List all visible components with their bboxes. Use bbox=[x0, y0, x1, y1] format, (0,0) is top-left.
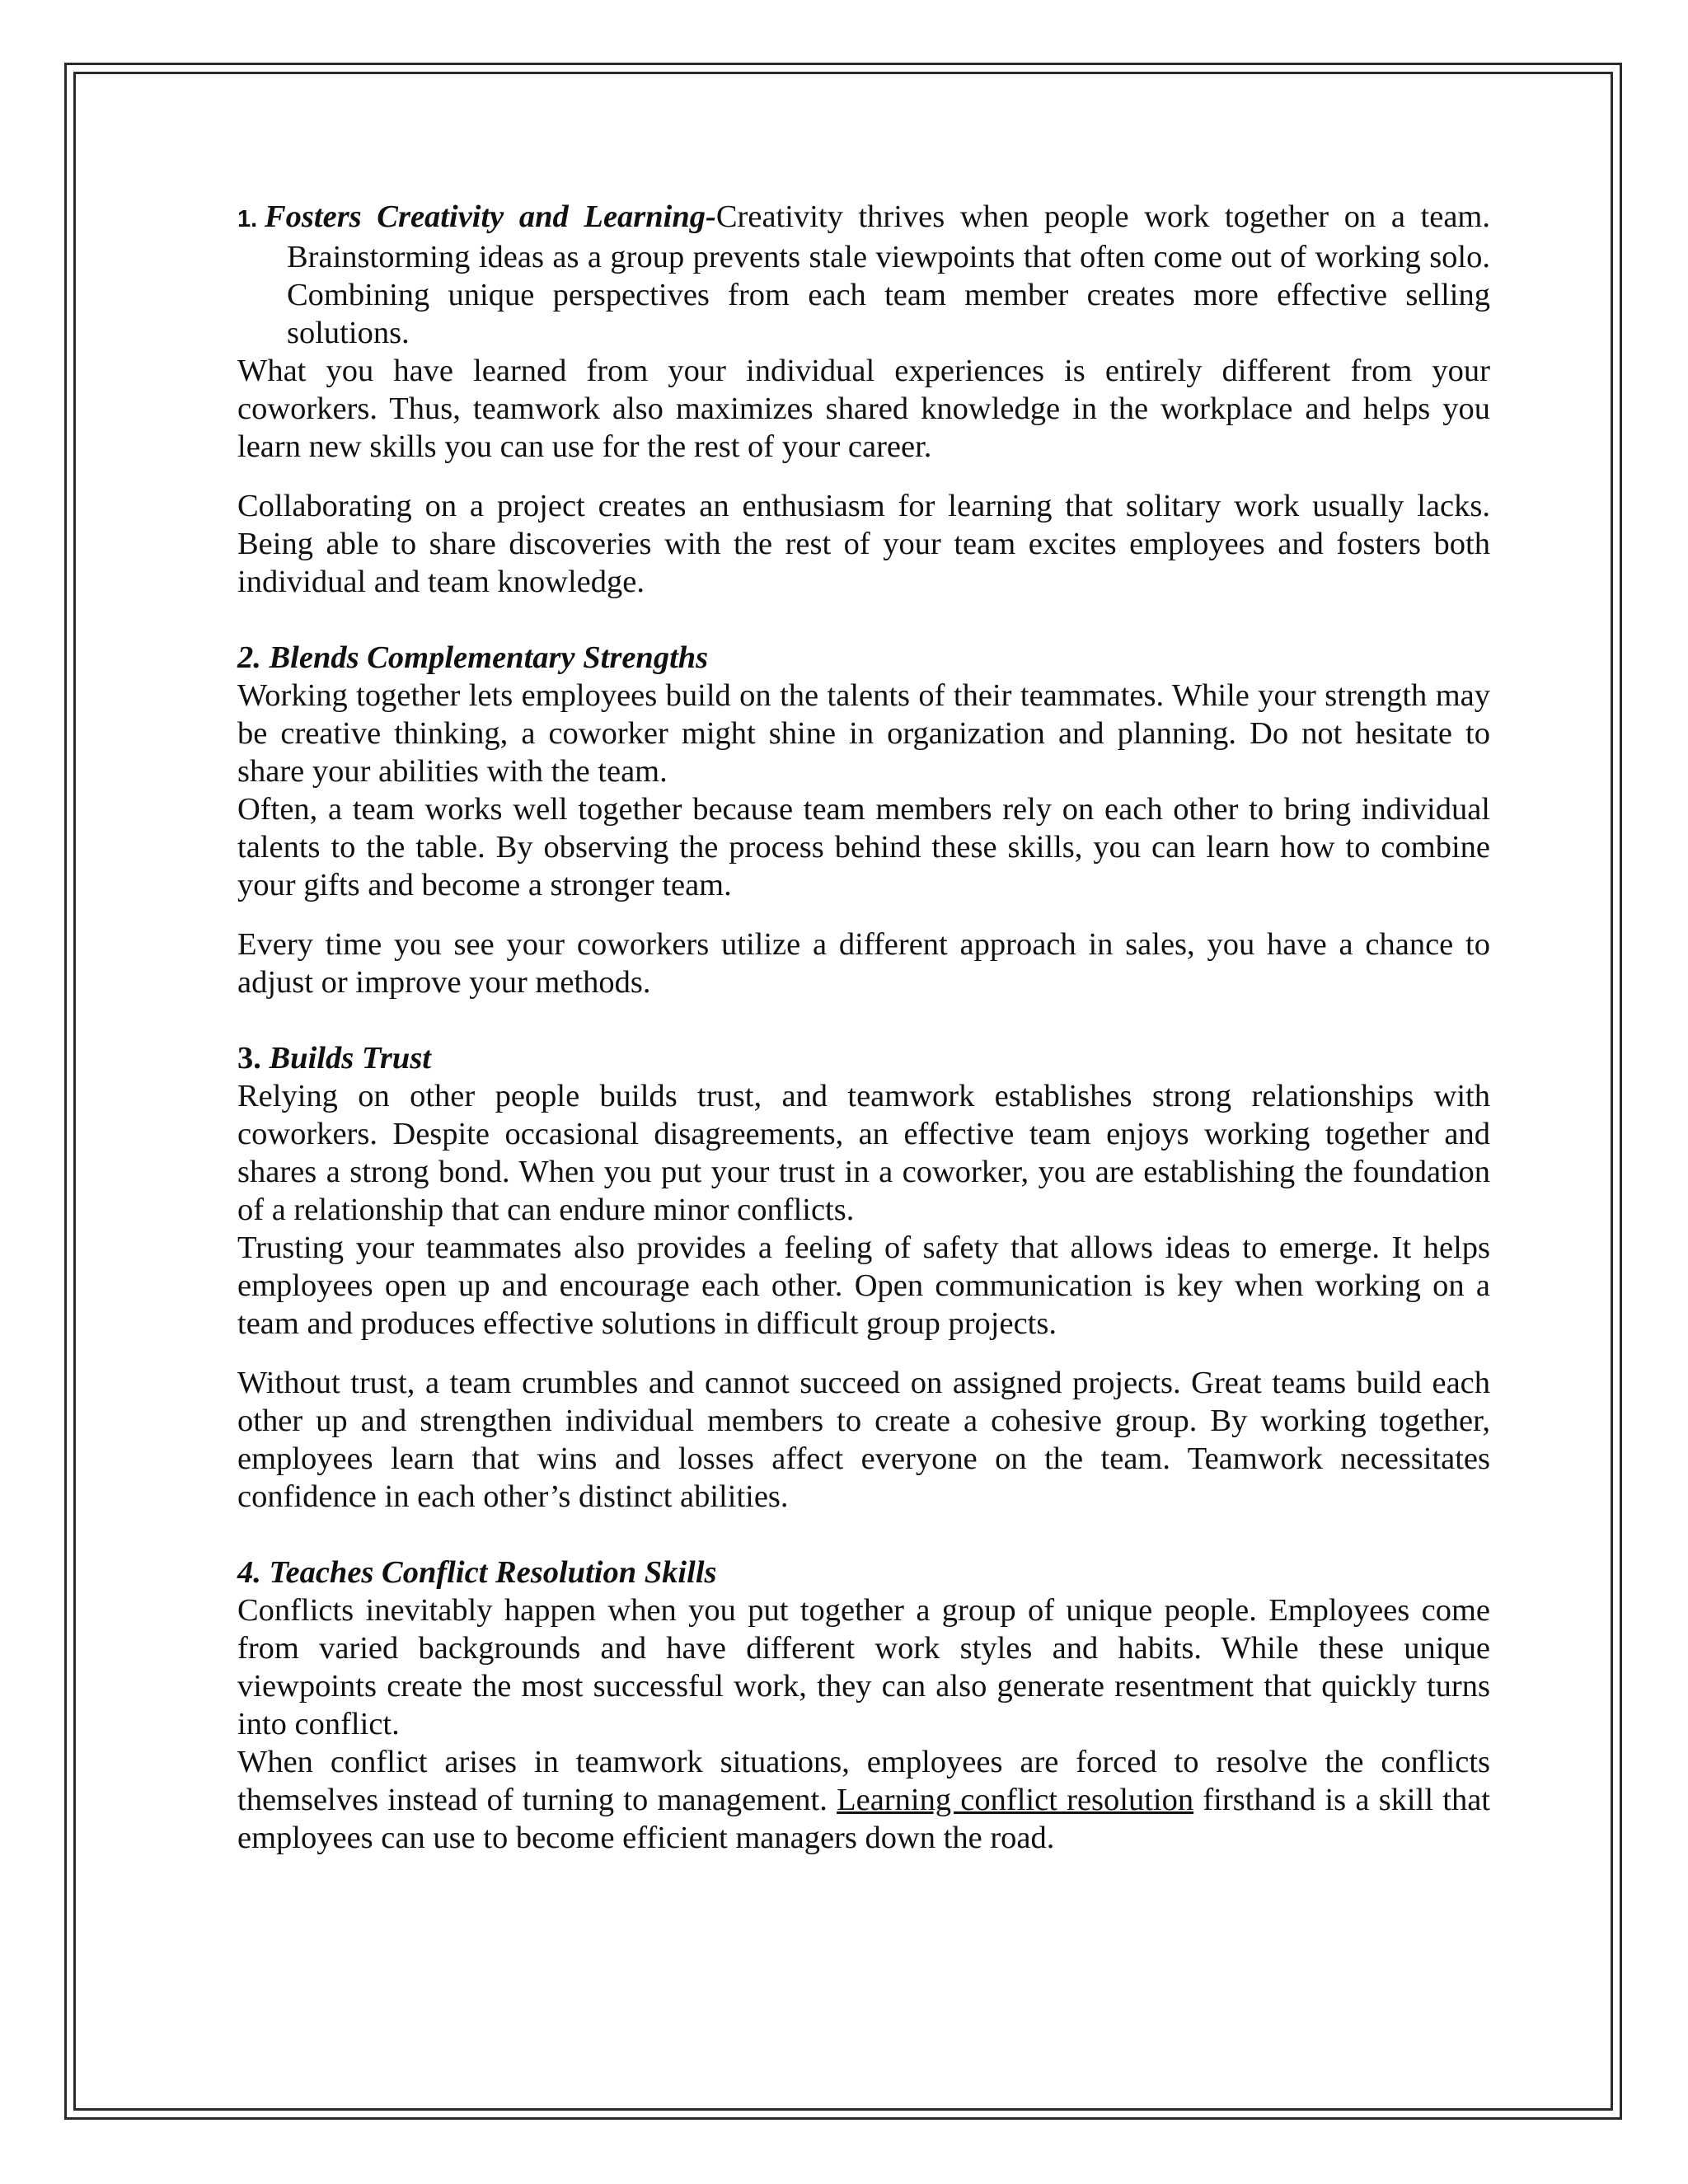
section-4-paragraph-2-end: firsthand is a skill that employees can use to become efficient managers down the road. bbox=[237, 1783, 1490, 1855]
section-4-paragraph-2 bbox=[237, 1743, 1490, 1857]
section-1-paragraph-2: Collaborating on a project creates an enthusiasm for learning that solitary work usually lacks. Being able to share discoveries with the rest of your team excites employees and fosters both individual and team knowledge. bbox=[237, 489, 1490, 599]
section-2-paragraph-2: Often, a team works well together because team members rely on each other to bring individual talents to the table. By observing the process behind these skills, you can learn how to combine your gifts and become a stronger team. bbox=[237, 792, 1490, 902]
section-2-paragraph-3: Every time you see your coworkers utilize a different approach in sales, you have a chance to adjust or improve your methods. bbox=[237, 927, 1490, 1000]
section-4-paragraph-2-start: When conflict arises in teamwork situations, employees are forced to resolve the conflicts themselves instead of turning to management. bbox=[237, 1745, 1490, 1817]
section-3-paragraph-3: Without trust, a team crumbles and cannot succeed on assigned projects. Great teams build each other up and strengthen individual members to create a cohesive group. By working together, employees learn that wins and losses affect everyone on the team. Teamwork necessitates confidence in each other’s distinct abilities. bbox=[237, 1366, 1490, 1514]
section-2-heading: 2. Blends Complementary Strengths bbox=[237, 640, 709, 675]
document-body bbox=[237, 198, 1490, 1857]
section-3-heading: Builds Trust bbox=[269, 1041, 432, 1076]
section-3-paragraph-1: Relying on other people builds trust, and teamwork establishes strong relationships with coworkers. Despite occasional disagreements, an effective team enjoys working together and shares a strong bond. When you put your trust in a coworker, you are establishing the foundation of a relationship that can endure minor conflicts. bbox=[237, 1079, 1490, 1227]
section-1-number: 1. bbox=[237, 206, 258, 232]
section-4-paragraph-1: Conflicts inevitably happen when you put together a group of unique people. Employees come from varied backgrounds and have different work styles and habits. While these unique viewpoints create the most successful work, they can also generate resentment that quickly turns into conflict. bbox=[237, 1593, 1490, 1741]
conflict-resolution-link[interactable]: Learning conflict resolution bbox=[837, 1783, 1194, 1817]
section-1-intro bbox=[237, 198, 1490, 352]
section-4-heading: 4. Teaches Conflict Resolution Skills bbox=[237, 1555, 717, 1590]
section-1-heading: Fosters Creativity and Learning- bbox=[265, 199, 716, 234]
section-1-intro-text: Creativity thrives when people work together on a team. Brainstorming ideas as a group prevents stale viewpoints that often come out of working solo. Combining unique perspectives from each team member creates more effective selling solutions. bbox=[287, 199, 1491, 350]
section-3-paragraph-2: Trusting your teammates also provides a feeling of safety that allows ideas to emerge. It helps employees open up and encourage each other. Open communication is key when working on a team and produces effective solutions in difficult group projects. bbox=[237, 1230, 1490, 1341]
section-3-number: 3. bbox=[237, 1041, 270, 1076]
section-2-paragraph-1: Working together lets employees build on the talents of their teammates. While your strength may be creative thinking, a coworker might shine in organization and planning. Do not hesitate to share your abilities with the team. bbox=[237, 678, 1490, 789]
section-3-heading-line bbox=[237, 1039, 1490, 1077]
section-1-paragraph-1: What you have learned from your individual experiences is entirely different from your coworkers. Thus, teamwork also maximizes shared knowledge in the workplace and helps you learn new skills you can use for the rest of your career. bbox=[237, 354, 1490, 464]
